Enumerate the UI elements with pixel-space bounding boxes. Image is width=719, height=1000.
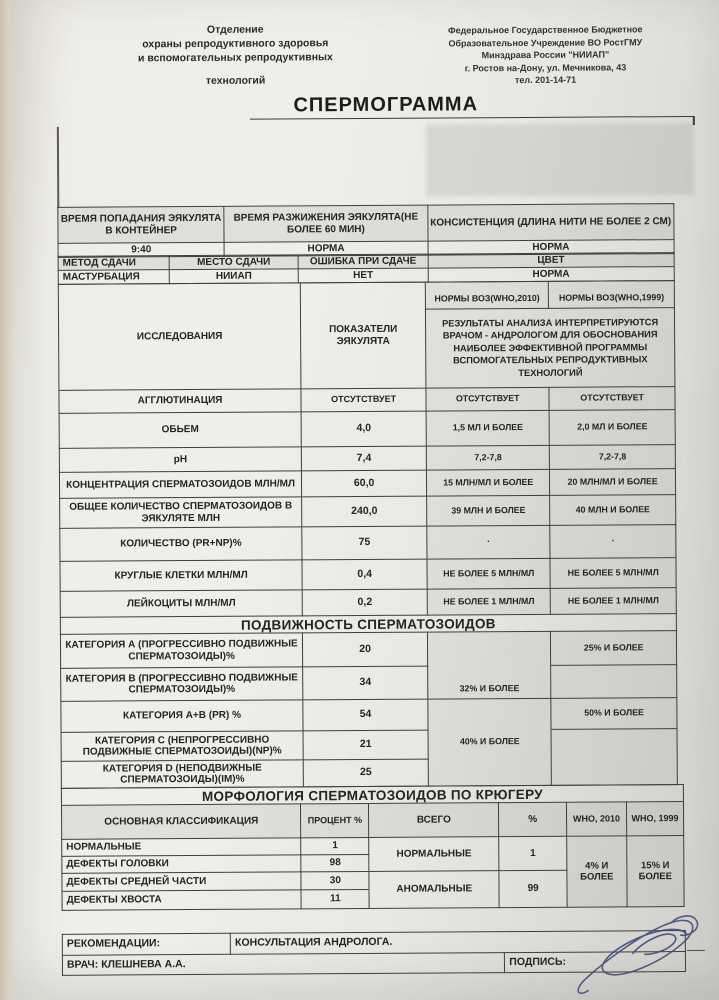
- organization-letterhead: [410, 23, 680, 87]
- org-line: тел. 201-14-71: [514, 74, 577, 86]
- param-value: 75: [302, 526, 427, 560]
- morphology-total-percent: 99: [499, 870, 567, 907]
- motility-value: 20: [303, 632, 428, 667]
- dept-line: и вспомогательных репродуктивных: [137, 51, 333, 65]
- motility-norm-empty: [551, 665, 677, 699]
- recommendations-label: РЕКОМЕНДАЦИИ:: [62, 933, 230, 955]
- intake-header: ОШИБКА ПРИ СДАЧЕ: [298, 254, 427, 269]
- param-name: ОБЬЕМ: [59, 412, 301, 448]
- motility-name: КАТЕГОРИЯ D (НЕПОДВИЖНЫЕ СПЕРМАТОЗОИДЫ)(IM)%: [61, 760, 303, 788]
- param-name: КРУГЛЫЕ КЛЕТКИ МЛН/МЛ: [60, 560, 302, 591]
- param-norm-2010: 1,5 МЛ И БОЛЕЕ: [426, 410, 549, 446]
- param-norm-1999: НЕ БОЛЕЕ 1 МЛН/МЛ: [550, 588, 676, 615]
- morphology-row-percent: 11: [301, 889, 369, 908]
- dept-line: Отделение: [206, 23, 264, 36]
- col-header-research: ИССЛЕДОВАНИЯ: [58, 283, 301, 390]
- recommendations-value: КОНСУЛЬТАЦИЯ АНДРОЛОГА.: [230, 931, 685, 955]
- param-value: ОТСУТСТВУЕТ: [301, 388, 426, 412]
- param-norm-2010: НЕ БОЛЕЕ 1 МЛН/МЛ: [427, 588, 550, 615]
- morphology-header: ПРОЦЕНТ %: [301, 803, 369, 837]
- motility-value: 25: [303, 759, 428, 787]
- signature-label: ПОДПИСЬ:: [505, 952, 686, 973]
- morphology-row-percent: 1: [301, 837, 369, 854]
- intake-header: МЕТОД СДАЧИ: [58, 256, 169, 271]
- motility-name: КАТЕГОРИЯ А (ПРОГРЕССИВНО ПОДВИЖНЫЕ СПЕРМАТОЗОИДЫ)%: [60, 633, 302, 668]
- intake-value: НОРМА: [428, 240, 675, 256]
- param-name: ОБЩЕЕ КОЛИЧЕСТВО СПЕРМАТОЗОИДОВ В ЭЯКУЛЯТЕ МЛН: [60, 497, 302, 528]
- param-value: 7,4: [301, 446, 426, 471]
- motility-norm-2010-ab: 32% И БОЛЕЕ: [428, 631, 552, 699]
- morphology-row-name: ДЕФЕКТЫ ГОЛОВКИ: [62, 855, 302, 873]
- col-header-indicator: ПОКАЗАТЕЛИ ЭЯКУЛЯТА: [300, 282, 426, 389]
- morphology-row-name: ДЕФЕКТЫ СРЕДНЕЙ ЧАСТИ: [62, 872, 302, 891]
- morphology-header: ОСНОВНАЯ КЛАССИФИКАЦИЯ: [61, 804, 301, 839]
- dept-line: охраны репродуктивного здоровья: [142, 37, 329, 51]
- motility-norm-1999-a: 25% И БОЛЕЕ: [551, 631, 677, 666]
- intake-header: ВРЕМЯ РАЗЖИЖЕНИЯ ЭЯКУЛЯТА(НЕ БОЛЕЕ 60 МИН): [224, 205, 427, 242]
- param-name: АГГЛЮТИНАЦИЯ: [59, 389, 301, 413]
- morphology-total-percent: 1: [499, 836, 567, 870]
- param-norm-2010: 15 МЛН/МЛ И БОЛЕЕ: [427, 469, 550, 496]
- param-name: ЛЕЙКОЦИТЫ МЛН/МЛ: [60, 590, 302, 617]
- param-norm-1999: 40 МЛН И БОЛЕЕ: [550, 495, 676, 526]
- morphology-header: ВСЕГО: [369, 803, 499, 838]
- report-title: СПЕРМОГРАММА: [293, 93, 479, 117]
- param-norm-2010: ·: [427, 525, 550, 559]
- morphology-header: %: [499, 802, 567, 836]
- param-norm-2010: 7,2-7,8: [426, 445, 549, 470]
- param-norm-1999: НЕ БОЛЕЕ 5 МЛН/МЛ: [550, 558, 676, 589]
- param-norm-1999: 7,2-7,8: [550, 445, 676, 470]
- left-frame-line: [57, 127, 59, 208]
- morphology-norm-1999: 15% И БОЛЕЕ: [626, 836, 684, 907]
- morphology-row-name: ДЕФЕКТЫ ХВОСТА: [62, 890, 302, 910]
- org-line: г. Ростов на-Дону, ул. Мечникова, 43: [464, 61, 627, 73]
- morphology-total-label: НОРМАЛЬНЫЕ: [369, 837, 499, 872]
- morphology-table: [61, 784, 685, 911]
- motility-name: КАТЕГОРИЯ В (ПРОГРЕССИВНО ПОДВИЖНЫЕ СПЕРМАТОЗОИДЫ)%: [61, 667, 303, 701]
- motility-name: КАТЕГОРИЯ С (НЕПРОГРЕССИВНО ПОДВИЖНЫЕ СПЕРМАТОЗОИДЫ)(NP)%: [61, 731, 303, 761]
- param-value: 0,4: [302, 559, 427, 590]
- param-norm-2010: 39 МЛН И БОЛЕЕ: [427, 495, 550, 526]
- intake-header: ЦВЕТ: [428, 253, 674, 269]
- param-norm-1999: 2,0 МЛ И БОЛЕЕ: [549, 410, 675, 446]
- param-norm-1999: 20 МЛН/МЛ И БОЛЕЕ: [550, 469, 676, 496]
- morphology-row-percent: 98: [301, 854, 369, 871]
- intake-table: [57, 203, 674, 258]
- param-norm-1999: ·: [550, 525, 676, 559]
- intake-header: МЕСТО СДАЧИ: [169, 255, 298, 270]
- param-name: КОНЦЕНТРАЦИЯ СПЕРМАТОЗОИДОВ МЛН/МЛ: [59, 471, 301, 498]
- morphology-total-label: АНОМАЛЬНЫЕ: [369, 871, 499, 909]
- morphology-header: WHO, 1999: [626, 802, 683, 836]
- morphology-norm-2010: 4% И БОЛЕЕ: [567, 836, 627, 907]
- intake-value: НИИАП: [169, 269, 298, 284]
- doctor-name: ВРАЧ: КЛЕШНЕВА А.А.: [62, 953, 504, 976]
- morphology-row-percent: 30: [301, 871, 369, 889]
- param-value: 60,0: [302, 470, 427, 497]
- motility-value: 34: [303, 666, 428, 700]
- param-name: pH: [59, 447, 301, 472]
- dept-line: технологий: [205, 74, 266, 87]
- col-header-who2010: НОРМЫ ВОЗ(WHO,2010): [425, 281, 548, 309]
- motility-value: 54: [303, 699, 428, 731]
- blurred-patient-info-area: [426, 123, 694, 197]
- intake-header: ВРЕМЯ ПОПАДАНИЯ ЭЯКУЛЯТА В КОНТЕЙНЕР: [58, 206, 225, 243]
- motility-norm-1999-ab: 50% И БОЛЕЕ: [551, 698, 677, 730]
- intake-value: НОРМА: [428, 267, 674, 283]
- motility-norm-2010-total: 40% И БОЛЕЕ: [428, 698, 552, 786]
- motility-section-title: ПОДВИЖНОСТЬ СПЕРМАТОЗОИДОВ: [60, 614, 676, 635]
- intake-value: 9:40: [58, 242, 224, 257]
- param-norm-1999: ОТСУТСТВУЕТ: [549, 387, 675, 411]
- research-table: [58, 280, 678, 789]
- col-header-who1999: НОРМЫ ВОЗ(WHO,1999): [549, 281, 675, 309]
- interpretation-disclaimer: РЕЗУЛЬТАТЫ АНАЛИЗА ИНТЕРПРЕТИРУЮТСЯ ВРАЧОМ - АНДРОЛОГОМ ДЛЯ ОБОСНОВАНИЯ НАИБОЛЕЕ ЭФФЕКТИВНОЙ ПРОГРАММЫ ВСПОМОГАТЕЛЬНЫХ РЕПРОДУКТИВНЫХ ТЕХНОЛОГИЙ: [426, 308, 675, 389]
- morphology-section-title: МОРФОЛОГИЯ СПЕРМАТОЗОИДОВ ПО КРЮГЕРУ: [61, 785, 683, 806]
- intake-value: МАСТУРБАЦИЯ: [58, 270, 169, 285]
- param-norm-2010: ОТСУТСТВУЕТ: [426, 387, 549, 411]
- param-value: 0,2: [302, 589, 427, 616]
- org-line: Федеральное Государственное Бюджетное: [447, 24, 643, 36]
- motility-norm-empty: [551, 729, 677, 786]
- intake-value: НОРМА: [224, 241, 427, 256]
- param-value: 4,0: [301, 411, 426, 447]
- morphology-row-name: НОРМАЛЬНЫЕ: [62, 838, 302, 856]
- department-letterhead: [115, 22, 355, 88]
- param-name: КОЛИЧЕСТВО (PR+NP)%: [60, 527, 302, 561]
- param-value: 240,0: [302, 496, 427, 527]
- motility-value: 21: [303, 730, 428, 760]
- motility-name: КАТЕГОРИЯ А+В (PR) %: [61, 700, 303, 732]
- org-line: Минздрава России "НИИАП": [481, 49, 610, 61]
- param-norm-2010: НЕ БОЛЕЕ 5 МЛН/МЛ: [427, 558, 550, 589]
- intake-value: НЕТ: [298, 268, 427, 283]
- doctor-signature: [575, 901, 719, 999]
- morphology-header: WHO, 2010: [567, 802, 627, 836]
- org-line: Образовательное Учреждение ВО РостГМУ: [448, 36, 643, 48]
- intake-header: КОНСИСТЕНЦИЯ (ДЛИНА НИТИ НЕ БОЛЕЕ 2 СМ): [427, 204, 674, 242]
